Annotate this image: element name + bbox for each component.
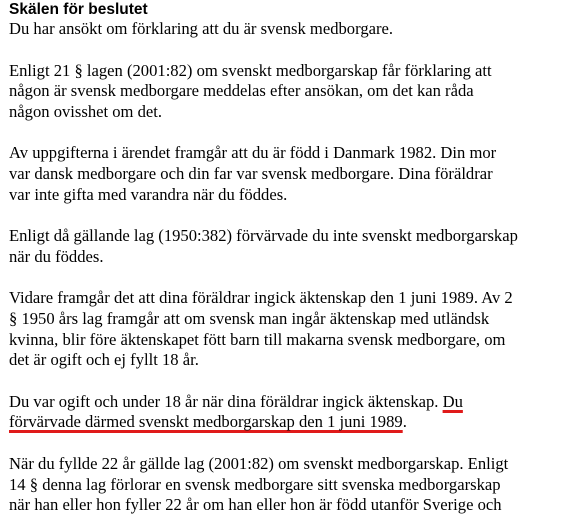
paragraph-current-law — [9, 454, 561, 516]
text-line: Enligt då gällande lag (1950:382) förvärvade du inte svenskt medborgarskap — [9, 226, 518, 246]
text-line: det är ogift och ej fyllt 18 år. — [9, 350, 199, 370]
paragraph-birth-facts — [9, 143, 561, 205]
text-line: Enligt 21 § lagen (2001:82) om svenskt medborgarskap får förklaring att — [9, 60, 492, 80]
paragraph-conclusion — [9, 392, 561, 433]
text-line: . — [402, 412, 407, 432]
paragraph-former-law — [9, 226, 561, 267]
text-line: Vidare framgår det att dina föräldrar ingick äktenskap den 1 juni 1989. Av 2 — [9, 288, 513, 308]
text-line: var dansk medborgare och din far var svensk medborgare. Dina föräldrar — [9, 163, 493, 183]
text-line: När du fyllde 22 år gällde lag (2001:82) om svenskt medborgarskap. Enligt — [9, 453, 509, 473]
decision-document — [9, 0, 561, 516]
highlighted-text: Du — [442, 391, 463, 411]
text-line: någon ovisshet om det. — [9, 101, 163, 121]
text-line: Du var ogift och under 18 år när dina föräldrar ingick äktenskap. — [9, 391, 443, 411]
text-line: var inte gifta med varandra när du föddes. — [9, 184, 288, 204]
text-line: kvinna, blir före äktenskapet fött barn till makarna svensk medborgare, om — [9, 329, 506, 349]
section-heading: Skälen för beslutet — [9, 1, 148, 18]
text-line: § 1950 års lag framgår att om svensk man ingår äktenskap med utländsk — [9, 308, 490, 328]
text-line: när du föddes. — [9, 246, 104, 266]
text-line: 14 § denna lag förlorar en svensk medborgare sitt svenska medborgarskap — [9, 474, 501, 494]
text-line: Av uppgifterna i ärendet framgår att du är född i Danmark 1982. Din mor — [9, 143, 497, 163]
paragraph-legal-basis — [9, 61, 561, 123]
highlighted-text: förvärvade därmed svenskt medborgarskap den 1 juni 1989 — [9, 412, 403, 432]
text-line: när han eller hon fyller 22 år om han eller hon är född utanför Sverige och — [9, 495, 502, 515]
text-line: någon är svensk medborgare meddelas efter ansökan, om det kan råda — [9, 81, 474, 101]
paragraph-application — [9, 19, 561, 40]
text-line: Du har ansökt om förklaring att du är svensk medborgare. — [9, 19, 394, 38]
paragraph-marriage — [9, 288, 561, 370]
